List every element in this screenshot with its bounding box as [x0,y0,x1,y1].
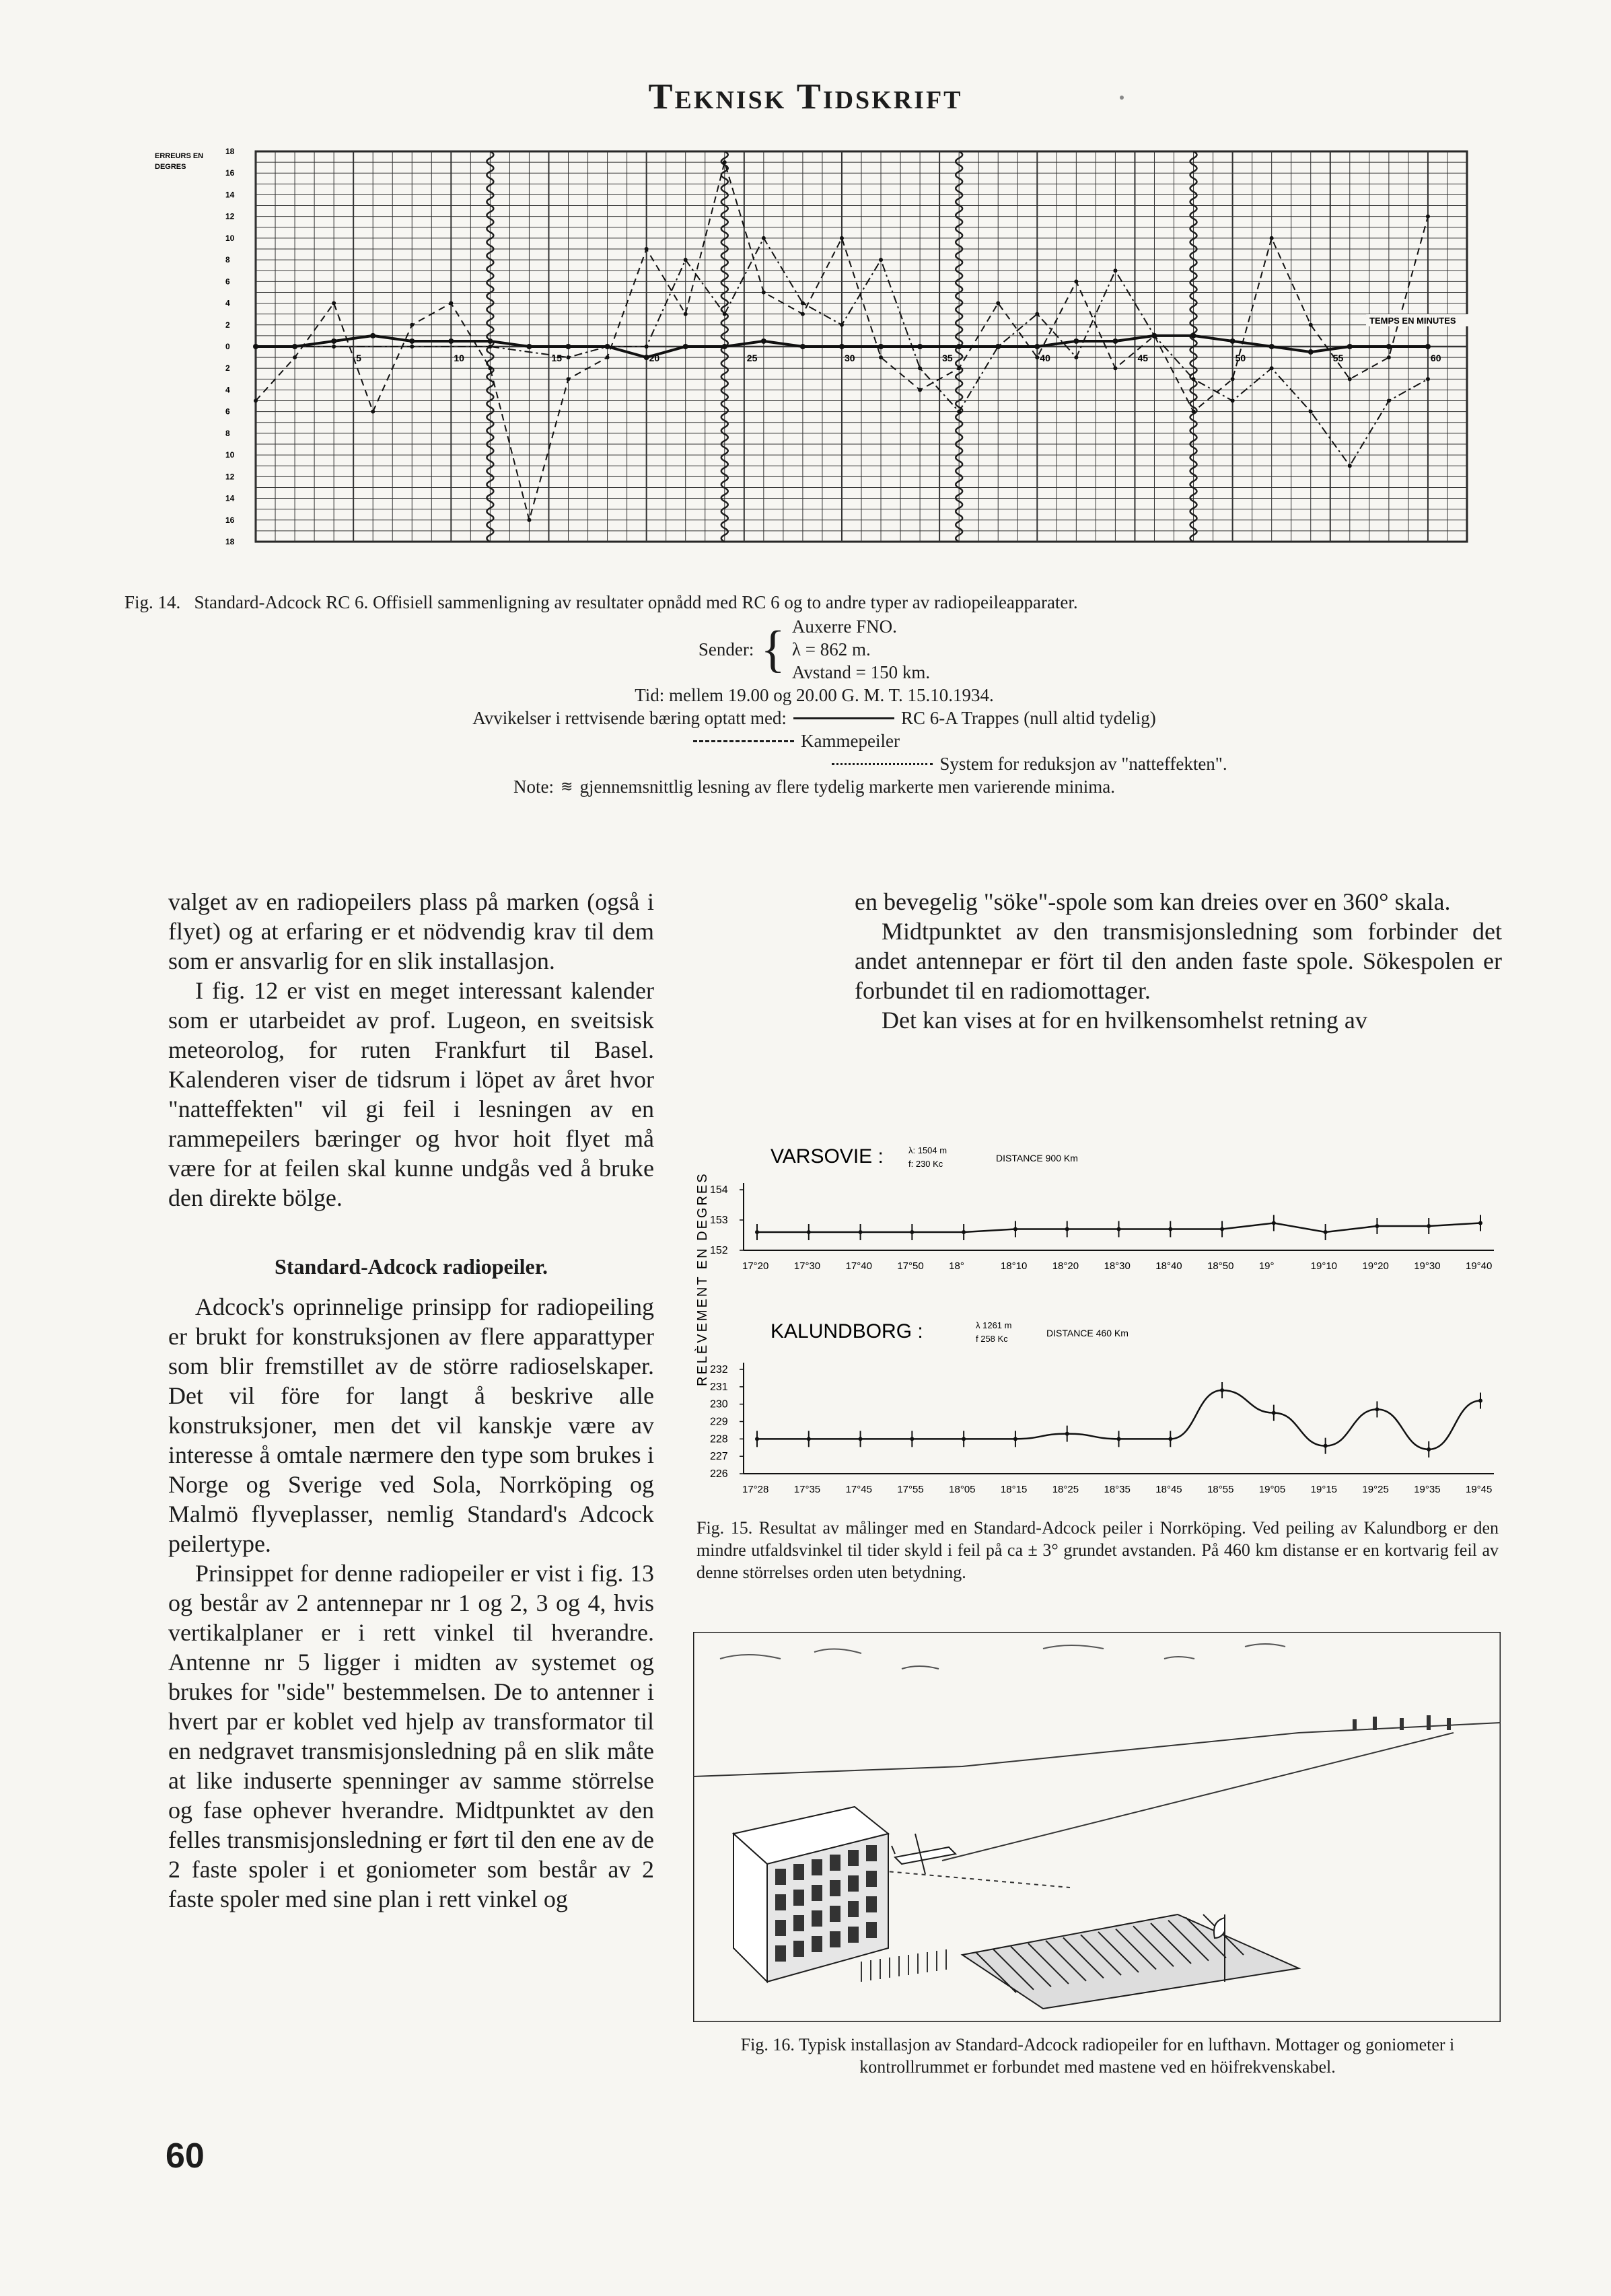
data-point [1270,366,1274,370]
data-point [1309,410,1313,414]
fig15-x-tick: 19° [1258,1260,1275,1272]
fig15-point [910,1230,914,1234]
legend-item-1: RC 6-A Trappes (null altid tydelig) [900,708,1156,728]
data-point [957,410,961,414]
data-point [1074,279,1078,283]
fig15-y-tick: 226 [710,1468,728,1480]
data-point [1035,355,1039,359]
building-window [775,1869,786,1885]
fig15-point [807,1230,811,1234]
data-point [878,344,884,349]
data-point [917,344,923,349]
data-point [1192,410,1196,414]
fig15-y-tick: 228 [710,1433,728,1445]
kalundborg-lambda: λ 1261 m [976,1320,1012,1330]
varsovie-lambda: λ: 1504 m [908,1145,947,1155]
right-column [855,887,1502,1035]
data-point [410,345,414,349]
fig14-x-tick: 45 [1137,353,1149,363]
page-number: 60 [166,2137,205,2176]
fig14-y-tick: 18 [225,147,235,156]
data-point [644,355,649,360]
fig15-point [910,1437,914,1441]
fig15-point [1324,1444,1328,1448]
fig15-x-tick: 17°28 [742,1484,769,1495]
data-point [371,410,375,414]
fence-posts [861,1949,946,1982]
fig15-y-tick: 230 [710,1398,728,1410]
control-building [733,1807,888,1982]
section-heading: Standard-Adcock radiopeiler. [275,1254,548,1279]
legend-row-1 [124,707,1504,729]
fig15-point [859,1437,863,1441]
note-text: gjennemsnittlig lesning av flere tydelig markerte men varierende minima. [579,777,1115,797]
sender-brace: { [760,621,785,678]
fig15-point [1427,1447,1431,1451]
fig14-caption-lead: Fig. 14. [124,592,181,612]
data-point [1231,377,1235,381]
data-point [800,344,806,349]
data-point [1308,349,1314,355]
data-point [410,323,414,327]
data-point [1425,344,1431,349]
fig14-x-tick: 50 [1235,353,1246,363]
sender-line-2: λ = 862 m. [791,639,871,659]
legend-dashdot-line [832,763,933,765]
fig15-x-tick: 18°15 [1000,1484,1028,1495]
fig15-point [859,1230,863,1234]
fig14-chart [155,145,1474,548]
fig15-y-tick: 229 [710,1416,728,1428]
building-window [866,1871,877,1887]
varsovie-station: VARSOVIE : [771,1145,884,1168]
building-window [866,1922,877,1938]
fig15-x-tick: 18°55 [1207,1484,1234,1495]
fig14-x-tick: 20 [649,353,660,363]
fig15-chart [680,1137,1514,1514]
building-window [830,1906,840,1922]
building-window [793,1890,804,1906]
data-point [683,344,688,349]
note-symbol-icon: ≋ [561,778,573,795]
fig14-y-tick: 2 [225,363,230,373]
data-point [254,399,258,403]
right-paragraph-1: en bevegelig "söke"-spole som kan dreies over en 360° skala. [855,888,1451,915]
data-point [840,323,844,327]
data-point [332,345,336,349]
data-point [1387,355,1391,359]
data-point [1074,355,1078,359]
data-point [684,312,688,316]
horizon-line [693,1723,1501,1777]
fig14-x-tick: 5 [356,353,361,363]
sender-line-3: Avstand = 150 km. [791,662,931,682]
building-window [848,1850,859,1866]
fig15-x-tick: 18°05 [949,1484,976,1495]
fig15-point [962,1437,966,1441]
fig14-y-tick: 12 [225,472,235,482]
hf-cable-line [942,1733,1454,1861]
fig14-y-tick: 6 [225,406,230,417]
fig15-point [755,1437,759,1441]
fig15-point [1220,1227,1224,1231]
right-paragraph-3: Det kan vises at for en hvilkensomhelst retning av [882,1007,1367,1034]
data-point [527,518,531,522]
data-point [879,258,883,262]
data-point [1309,323,1313,327]
fig15-x-tick: 18°50 [1207,1260,1234,1272]
fig14-y-tick: 6 [225,277,230,287]
fig14-y-tick: 2 [225,320,230,330]
data-point [839,344,845,349]
fig15-point [1478,1221,1482,1225]
data-point [1035,312,1039,316]
data-point [762,236,766,240]
data-point [1152,334,1156,338]
data-point [1231,399,1235,403]
building-window [775,1945,786,1962]
note-label: Note: [513,777,554,797]
left-column [168,887,654,1914]
fig15-x-tick: 17°40 [845,1260,872,1272]
fig16-caption: Fig. 16. Typisk installasjon av Standard-Adcock radiopeiler for en lufthavn. Mottager og goniometer i kontrollrummet er forbundet med mastene ved en höifrekvenskabel. [740,2035,1455,2077]
data-point [762,290,766,294]
fig15-point [1272,1221,1276,1225]
data-point [526,344,532,349]
data-point [879,355,883,359]
fig14-y-tick: 0 [225,342,230,351]
fig15-side-label: RELÈVEMENT EN DEGRES [695,1172,710,1386]
fig15-x-tick: 18°45 [1155,1484,1182,1495]
fig14-ylabel-line2: DEGRES [155,163,186,171]
fig15-x-tick: 17°35 [793,1484,821,1495]
fig14-y-tick: 10 [225,450,235,460]
building-window [848,1927,859,1943]
left-paragraph-2: I fig. 12 er vist en meget interessant kalender som er utarbeidet av prof. Lugeon, en sveitsisk meteorolog, for ruten Frankfurt til Basel. Kalenderen viser de tidsrum i löpet av året hvor "natteffekten" vil gi feil i lesningen av en rammepeilers bæringer og hvor hoit flyet må være for at feilen skal kunne undgås ved å bruke den direkte bölge. [168,977,654,1211]
data-point [1347,344,1353,349]
data-point [956,344,962,349]
fig15-point [1013,1227,1017,1231]
fig14-y-tick: 14 [225,190,235,200]
fig15-y-tick: 231 [710,1381,728,1393]
data-point [1112,338,1118,344]
fig15-point [1065,1432,1069,1436]
fig15-x-tick: 17°55 [897,1484,924,1495]
sender-line-1: Auxerre FNO. [791,616,897,637]
building-window [830,1855,840,1871]
fig14-y-tick: 14 [225,493,235,503]
kalundborg-distance: DISTANCE 460 Km [1046,1328,1129,1338]
building-window [793,1864,804,1880]
data-point [1269,344,1275,349]
building-window [812,1885,822,1901]
building-window [830,1931,840,1947]
data-point [723,160,727,164]
varsovie-plot [710,1183,1494,1272]
data-point [606,345,610,349]
fig14-y-tick: 16 [225,168,235,178]
data-point [996,345,1000,349]
data-point [801,301,805,306]
fig14-x-tick: 15 [551,353,563,363]
legend-row-2 [124,729,1504,752]
fig14-y-tick: 8 [225,428,230,438]
fig14-caption-main [124,591,1504,614]
fig15-x-tick: 19°10 [1310,1260,1338,1272]
data-point [1426,215,1430,219]
fig15-point [1427,1224,1431,1228]
building-window [793,1941,804,1957]
data-point [645,345,649,349]
data-point [918,366,922,370]
data-point [957,366,961,370]
data-point [606,355,610,359]
kalundborg-plot [710,1363,1494,1495]
data-point [1113,268,1117,273]
distant-trees [1353,1715,1451,1730]
data-point [996,301,1000,306]
data-point [566,344,571,349]
building-window [866,1845,877,1861]
sky-clouds [720,1644,1285,1669]
fig15-y-tick: 153 [710,1215,728,1226]
fig14-x-tick: 10 [454,353,464,363]
note-row [124,775,1504,798]
building-window [775,1920,786,1936]
fig16-illustration [693,1632,1501,2022]
data-point [1113,366,1117,370]
building-window [830,1880,840,1896]
fig15-point [1220,1388,1224,1392]
data-point [1230,338,1236,344]
fig14-y-tick: 8 [225,255,230,265]
airplane-icon [892,1834,956,1874]
data-point [1387,399,1391,403]
fig15-x-tick: 19°40 [1466,1260,1493,1272]
fig14-x-ticks [356,353,1441,363]
fig14-time-label: TEMPS EN MINUTES [1369,316,1456,326]
fig15-y-tick: 232 [710,1364,728,1375]
fig15-point [755,1230,759,1234]
kalundborg-station: KALUNDBORG : [771,1320,923,1342]
fig15-point [1375,1224,1379,1228]
fig14-y-tick: 4 [225,385,230,395]
fig15-point [1272,1411,1276,1415]
sender-label: Sender: [698,639,754,659]
building-window [848,1901,859,1917]
fig15-x-tick: 19°05 [1258,1484,1286,1495]
fig14-x-tick: 35 [942,353,953,363]
building-window [848,1875,859,1892]
fig14-x-tick: 40 [1040,353,1050,363]
fig15-point [1478,1399,1482,1403]
kalundborg-freq: f 258 Kc [976,1334,1008,1344]
fig15-point [1375,1407,1379,1411]
data-point [293,355,297,359]
fig15-x-tick: 19°45 [1466,1484,1493,1495]
data-point [331,338,336,344]
fig14-ylabel-line1: ERREURS EN [155,152,204,160]
fig15-x-tick: 19°15 [1310,1484,1338,1495]
time-line: Tid: mellem 19.00 og 20.00 G. M. T. 15.10.1934. [635,685,994,705]
data-point [487,338,493,344]
data-point [488,345,492,349]
building-window [812,1936,822,1952]
data-point [1192,377,1196,381]
fig15-caption: Fig. 15. Resultat av målinger med en Standard-Adcock peiler i Norrköping. Ved peiling av Kalundborg er den mindre utfaldsvinkel til tider skyld i feil på ca ± 3° grundet avstanden. På 460 km distanse er en kortvarig feil av denne störrelses orden uten betydning. [696,1518,1499,1582]
fig15-x-tick: 17°50 [897,1260,924,1272]
fig15-y-tick: 154 [710,1184,728,1196]
legend-solid-line [793,717,894,719]
deviation-label: Avvikelser i rettvisende bæring optatt med: [472,708,787,728]
data-point [567,377,571,381]
data-point [761,338,766,344]
fig15-point [1065,1227,1069,1231]
fig15-point [1117,1227,1121,1231]
sender-lines [792,615,930,684]
fig15-x-tick: 18°10 [1000,1260,1028,1272]
fig14-x-tick: 25 [746,353,758,363]
fig15-x-tick: 19°25 [1362,1484,1389,1495]
data-point [1073,338,1079,344]
fig15-x-tick: 18°35 [1104,1484,1131,1495]
fig15-y-tick: 152 [710,1245,728,1256]
sender-block [124,615,1504,684]
data-point [409,338,415,344]
fig15-point [1013,1437,1017,1441]
left-paragraph-4: Prinsippet for denne radiopeiler er vist i fig. 13 og består av 2 antennepar nr 1 og 2, 3 og 4, hvis vertikalplaner er i rett vinkel til hverandre. Antenne nr 5 ligger i midten av systemet og brukes for "side" bestemmelsen. De to antenner i hvert par er koblet ved hjelp av transformator til en nedgravet transmisjonsledning på en slik måte at like induserte spenninger av samme störrelse og fase ophever hverandre. Midtpunktet av den felles transmisjonsledning er ført til den ene av de 2 faste spoler i et goniometer som består av 2 faste spoler med sine plan i rett vinkel og [168,1560,654,1912]
fig15-x-tick: 18°40 [1155,1260,1182,1272]
building-window [793,1915,804,1931]
stray-ink-mark [1120,96,1124,100]
fig15-point [1168,1227,1172,1231]
varsovie-distance: DISTANCE 900 Km [996,1153,1078,1163]
varsovie-freq: f: 230 Kc [908,1159,943,1169]
fig15-x-tick: 19°20 [1362,1260,1389,1272]
fig15-x-tick: 17°45 [845,1484,872,1495]
data-point [488,366,492,370]
fig15-x-tick: 19°30 [1414,1260,1441,1272]
data-point [722,344,727,349]
right-paragraph-2: Midtpunktet av den transmisjonsledning som forbinder det andet antennepar er fört til den anden faste spole. Sökespolen er forbundet til en radiomottager. [855,918,1502,1004]
data-point [1348,464,1352,468]
data-point [1348,377,1352,381]
fig14-x-tick: 60 [1430,353,1441,363]
hangar-ramp [962,1914,1299,2009]
fig15-point [1168,1437,1172,1441]
fig14-y-tick: 18 [225,537,235,546]
data-point [1270,236,1274,240]
building-window [812,1910,822,1927]
fig15-point [1324,1230,1328,1234]
building-window [775,1894,786,1910]
data-point [1191,333,1196,338]
data-point [1034,344,1040,349]
fig14-caption-text: Standard-Adcock RC 6. Offisiell sammenligning av resultater opnådd med RC 6 og to andre typer av radiopeileapparater. [194,592,1078,612]
left-paragraph-3: Adcock's oprinnelige prinsipp for radiopeiling er brukt for konstruksjonen av flere apparattyper som blir fremstillet av de större radioselskaper. Det vil före for langt å beskrive alle konstruksjoner, men det vil kanskje være av interesse å omtale nærmere den type som brukes i Norge og Sverige ved Sola, Norrköping og Malmö flyveplasser, nemlig Standard's Adcock peilertype. [168,1293,654,1557]
fig15-point [962,1230,966,1234]
fig15-point [807,1437,811,1441]
fig15-x-tick: 17°20 [742,1260,769,1272]
fig15-y-tick: 227 [710,1451,728,1463]
data-point [370,333,375,338]
building-window [812,1859,822,1875]
data-point [567,355,571,359]
fig14-y-tick: 16 [225,515,235,525]
fig15-x-tick: 18°25 [1052,1484,1079,1495]
data-point [254,345,258,349]
fig15-x-tick: 18°30 [1104,1260,1131,1272]
data-point [723,312,727,316]
data-point [448,338,454,344]
fig15-x-tick: 18°20 [1052,1260,1079,1272]
fig14-y-tick: 4 [225,298,230,308]
fig14-y-tick: 12 [225,211,235,221]
building-window [866,1896,877,1912]
data-point [449,301,453,306]
legend-dashed-line [693,740,794,742]
masthead: Teknisk Tidskrift [648,76,963,116]
data-point [1426,377,1430,381]
fig14-y-tick: 10 [225,233,235,243]
data-point [840,236,844,240]
legend-item-3: System for reduksjon av "natteffekten". [939,754,1227,774]
data-point [918,388,922,392]
data-point [645,247,649,251]
legend-item-2: Kammepeiler [801,731,900,751]
fig14-x-tick: 30 [844,353,855,363]
data-point [801,312,805,316]
legend-row-3 [124,752,1504,775]
fig15-x-tick: 18° [949,1260,964,1272]
fig15-point [1117,1437,1121,1441]
fig14-y-ticks [225,147,235,546]
fig14-x-tick: 55 [1332,353,1344,363]
fig15-x-tick: 19°35 [1414,1484,1441,1495]
left-paragraph-1: valget av en radiopeilers plass på marken (også i flyet) og at erfaring er et nödvendig krav til dem som er ansvarlig for en slik installasjon. [168,888,654,974]
fig15-x-tick: 17°30 [793,1260,821,1272]
data-point [684,258,688,262]
data-point [332,301,336,306]
fig14-caption [124,591,1504,798]
